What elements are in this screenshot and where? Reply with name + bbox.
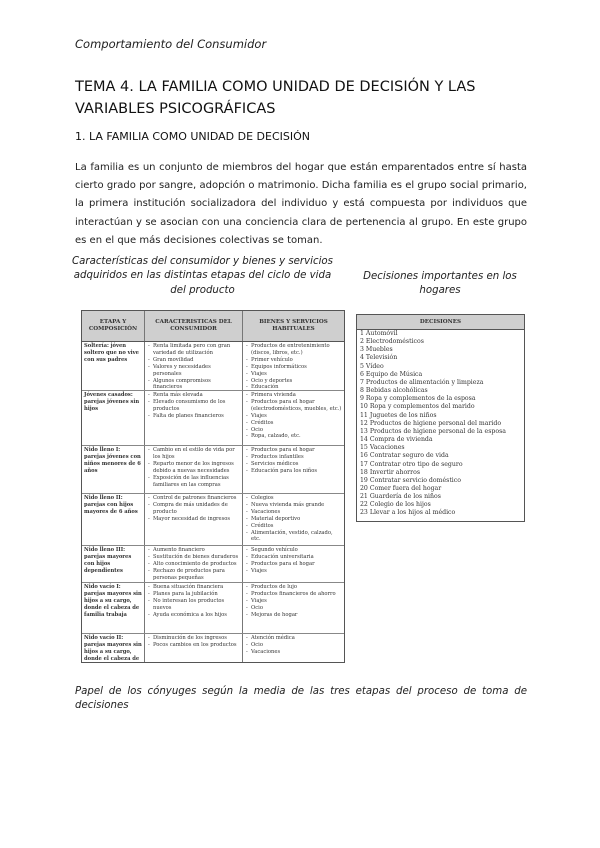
header-stage: ETAPA Y COMPOSICIÓN xyxy=(82,311,145,341)
decision-item: 22 Colegio de los hijos xyxy=(360,501,431,509)
characteristics-cell xyxy=(145,494,243,545)
table-row xyxy=(82,494,344,546)
stage-cell: Nido vacío II: parejas mayores sin hijos a su cargo, donde el cabeza de xyxy=(82,634,145,663)
list-item: - Productos de entretenimiento (discos, libros, etc.) xyxy=(251,343,342,357)
decision-item: 14 Compra de vivienda xyxy=(360,436,433,444)
decision-item: 21 Guardería de los niños xyxy=(360,493,441,501)
list-item: - Nueva vivienda más grande xyxy=(251,502,342,509)
list-item: - Productos para el hogar xyxy=(251,561,342,568)
header-goods: BIENES Y SERVICIOS HABITUALES xyxy=(259,319,328,332)
list-item: - Alimentación, vestido, calzado, etc. xyxy=(251,530,342,544)
stage-cell: Nido vacío I: parejas mayores sin hijos a su cargo, donde el cabeza de familia trabaja xyxy=(82,583,145,633)
list-item: - Mejoras de hogar xyxy=(251,612,342,619)
list-item: - Elevado consumismo de los productos xyxy=(153,399,240,413)
goods-cell xyxy=(243,391,344,445)
goods-cell xyxy=(243,494,344,545)
list-item: - Pocos cambios en los productos xyxy=(153,642,240,649)
list-item: - Ropa, calzado, etc. xyxy=(251,433,342,440)
list-item: - Educación universitaria xyxy=(251,554,342,561)
list-item: - Productos para el hogar xyxy=(251,447,342,454)
section-title: 1. LA FAMILIA COMO UNIDAD DE DECISIÓN xyxy=(75,130,311,143)
decision-item: 1 Automóvil xyxy=(360,330,398,337)
list-item: - Valores y necesidades personales xyxy=(153,364,240,378)
list-item: - Material deportivo xyxy=(251,516,342,523)
decision-item: 5 Vídeo xyxy=(360,362,384,370)
table-row xyxy=(82,391,344,446)
list-item: - Alto conocimiento de productos xyxy=(153,561,240,568)
decision-item: 18 Invertir ahorros xyxy=(360,468,420,476)
decisions-list xyxy=(357,330,524,518)
goods-cell xyxy=(243,342,344,390)
goods-cell xyxy=(243,583,344,633)
list-item: - Viajes xyxy=(251,568,342,575)
header-characteristics: CARACTERISTICAS DEL CONSUMIDOR xyxy=(145,311,243,341)
decision-item: 9 Ropa y complementos de la esposa xyxy=(360,395,476,403)
stage-cell: Soltería: jóven soltero que no vive con sus padres xyxy=(82,342,145,390)
characteristics-cell xyxy=(145,342,243,390)
characteristics-cell xyxy=(145,583,243,633)
lifecycle-table-body xyxy=(82,342,344,663)
lifecycle-table xyxy=(81,310,345,663)
list-item: - Créditos xyxy=(251,420,342,427)
decisions-table-header: DECISIONES xyxy=(357,315,524,330)
list-item: - Equipos informáticos xyxy=(251,364,342,371)
characteristics-cell xyxy=(145,634,243,663)
list-item: - Viajes xyxy=(251,598,342,605)
list-item: - Renta limitada pero con gran variedad de utilización xyxy=(153,343,240,357)
list-item: - Falta de planes financieros xyxy=(153,413,240,420)
table-row xyxy=(82,583,344,634)
decisions-table-caption: Decisiones importantes en los hogares xyxy=(363,271,517,297)
list-item: - Algunos compromisos financieros xyxy=(153,378,240,391)
stage-cell: Nido lleno III: parejas mayores con hijos dependientes xyxy=(82,546,145,582)
decision-item: 7 Productos de alimentación y limpieza xyxy=(360,378,484,386)
list-item: - Ocio xyxy=(251,427,342,434)
footer-caption: Papel de los cónyuges según la media de las tres etapas del proceso de toma de decisiones xyxy=(75,686,527,712)
list-item: - Primer vehículo xyxy=(251,357,342,364)
list-item: - Atención médica xyxy=(251,635,342,642)
intro-paragraph: La familia es un conjunto de miembros del hogar que están emparentados entre sí hasta cierto grado por sangre, adopción o matrimonio. Dicha familia es el grupo social primario, la primera institución socializadora del individuo y está compuesta por individuos que interactúan y se asocian con una conciencia clara de pertenencia al grupo. En este grupo es en el que más decisiones colectivas se toman. xyxy=(75,162,527,246)
list-item: - Ocio y deportes xyxy=(251,378,342,385)
list-item: - Reparto menor de los ingresos debido a nuevas necesidades xyxy=(153,461,240,475)
decision-item: 11 Juguetes de los niños xyxy=(360,411,437,419)
stage-cell: Nido lleno I: parejas jóvenes con niños menores de 6 años xyxy=(82,446,145,493)
lifecycle-table-header xyxy=(82,311,344,342)
list-item: - Renta más elevada xyxy=(153,392,240,399)
running-header: Comportamiento del Consumidor xyxy=(75,37,267,51)
list-item: - Viajes xyxy=(251,371,342,378)
stage-cell: Nido lleno II: parejas con hijos mayores de 6 años xyxy=(82,494,145,545)
list-item: - Productos financieros de ahorro xyxy=(251,591,342,598)
decision-item: 12 Productos de higiene personal del marido xyxy=(360,419,502,427)
decision-item: 19 Contratar servicio doméstico xyxy=(360,476,461,484)
characteristics-cell xyxy=(145,546,243,582)
list-item: - Compra de más unidades de producto xyxy=(153,502,240,516)
list-item: - Créditos xyxy=(251,523,342,530)
list-item: - Cambio en el estilo de vida por los hijos xyxy=(153,447,240,461)
table-row xyxy=(82,342,344,391)
decision-item: 17 Contratar otro tipo de seguro xyxy=(360,460,463,468)
list-item: - Mayor necesidad de ingresos xyxy=(153,516,240,523)
list-item: - Gran movilidad xyxy=(153,357,240,364)
list-item: - Sustitución de bienes duraderos xyxy=(153,554,240,561)
chapter-title: TEMA 4. LA FAMILIA COMO UNIDAD DE DECISIÓN Y LAS VARIABLES PSICOGRÁFICAS xyxy=(75,79,476,117)
list-item: - Ocio xyxy=(251,642,342,649)
decision-item: 6 Equipo de Música xyxy=(360,370,423,378)
list-item: - Servicios médicos xyxy=(251,461,342,468)
decisions-table xyxy=(356,314,525,522)
stage-cell: Jóvenes casados: parejas jóvenes sin hijos xyxy=(82,391,145,445)
list-item: - Colegios xyxy=(251,495,342,502)
decision-item: 3 Muebles xyxy=(360,346,393,354)
table-row xyxy=(82,446,344,494)
decision-item: 23 Llevar a los hijos al médico xyxy=(360,509,456,517)
list-item: - Control de patrones financieros xyxy=(153,495,240,502)
list-item: - Exposición de las influencias familiares en las compras xyxy=(153,475,240,489)
table-row xyxy=(82,634,344,663)
decision-item: 16 Contratar seguro de vida xyxy=(360,452,449,460)
decision-item: 13 Productos de higiene personal de la esposa xyxy=(360,427,506,435)
decision-item: 4 Televisión xyxy=(360,354,398,362)
list-item: - Educación para los niños xyxy=(251,468,342,475)
goods-cell xyxy=(243,446,344,493)
list-item: - Disminución de los ingresos xyxy=(153,635,240,642)
list-item: - Educación xyxy=(251,384,342,391)
decision-item: 15 Vacaciones xyxy=(360,444,405,452)
list-item: - Vacaciones xyxy=(251,509,342,516)
list-item: - No interesan los productos nuevos xyxy=(153,598,240,612)
list-item: - Productos infantiles xyxy=(251,454,342,461)
list-item: - Productos de lujo xyxy=(251,584,342,591)
list-item: - Ocio xyxy=(251,605,342,612)
characteristics-cell xyxy=(145,446,243,493)
list-item: - Viajes xyxy=(251,413,342,420)
decision-item: 2 Electrodomésticos xyxy=(360,338,424,346)
decision-item: 8 Bebidas alcohólicas xyxy=(360,387,428,395)
goods-cell xyxy=(243,634,344,663)
decision-item: 20 Comer fuera del hogar xyxy=(360,484,442,492)
goods-cell xyxy=(243,546,344,582)
characteristics-cell xyxy=(145,391,243,445)
list-item: - Aumento financiero xyxy=(153,547,240,554)
list-item: - Vacaciones xyxy=(251,649,342,656)
list-item: - Productos para el hogar (electrodomésticos, muebles, etc.) xyxy=(251,399,342,413)
list-item: - Segundo vehículo xyxy=(251,547,342,554)
table-row xyxy=(82,546,344,583)
decision-item: 10 Ropa y complementos del marido xyxy=(360,403,475,411)
list-item: - Planes para la jubilación xyxy=(153,591,240,598)
list-item: - Buena situación financiera xyxy=(153,584,240,591)
list-item: - Rechazo de productos para personas pequeñas xyxy=(153,568,240,582)
lifecycle-table-caption: Características del consumidor y bienes y servicios adquiridos en las distintas etapas del ciclo de vida del producto xyxy=(72,256,333,296)
list-item: - Ayuda económica a los hijos xyxy=(153,612,240,619)
list-item: - Primera vivienda xyxy=(251,392,342,399)
